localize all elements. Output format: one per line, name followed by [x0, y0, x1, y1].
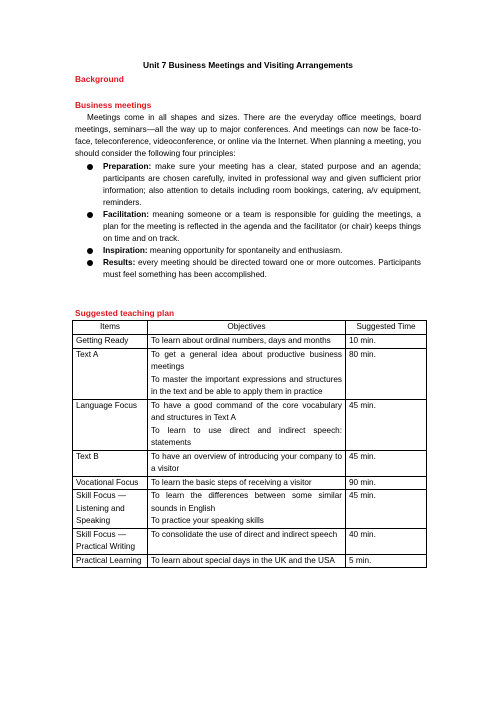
objective-line: To have a good command of the core vocabulary and structures in Text A [151, 400, 342, 422]
table-row [73, 528, 427, 554]
item-cell: Language Focus [73, 399, 148, 450]
objective-line: To learn to use direct and indirect speech: statements [151, 425, 342, 447]
time-cell: 5 min. [346, 554, 427, 568]
item-cell: Text B [73, 450, 148, 476]
time-cell: 40 min. [346, 528, 427, 554]
table-row [73, 476, 427, 490]
time-cell: 10 min. [346, 335, 427, 349]
table-row [73, 399, 427, 450]
teaching-plan-heading: Suggested teaching plan [75, 308, 175, 318]
item-cell: Vocational Focus [73, 476, 148, 490]
objectives-cell [148, 348, 346, 399]
item-cell: Skill Focus —Listening and Speaking [73, 490, 148, 529]
principle-term: Results: [103, 258, 136, 267]
time-cell: 80 min. [346, 348, 427, 399]
objectives-cell [148, 476, 346, 490]
time-cell: 45 min. [346, 490, 427, 529]
principles-list [75, 161, 421, 281]
objective-line: To practice your speaking skills [151, 516, 264, 525]
bullet-icon [87, 260, 93, 266]
objectives-cell [148, 450, 346, 476]
objectives-cell [148, 335, 346, 349]
item-cell: Practical Learning [73, 554, 148, 568]
principle-item [75, 257, 421, 281]
principle-item [75, 245, 421, 257]
time-cell: 45 min. [346, 399, 427, 450]
business-meetings-heading: Business meetings [75, 100, 152, 110]
objective-line: To learn about special days in the UK and the USA [151, 555, 335, 565]
principle-text: make sure your meeting has a clear, stated purpose and an agenda; participants are chosen carefully, invited in professional way and given sufficient prior information; also attention to details including room bookings, catering, a/v equipment, reminders. [103, 162, 421, 207]
table-row [73, 554, 427, 568]
objective-line: To learn about ordinal numbers, days and months [151, 336, 331, 345]
table-row [73, 335, 427, 349]
item-cell: Skill Focus —Practical Writing [73, 528, 148, 554]
background-heading: Background [75, 74, 124, 84]
column-header-items: Items [73, 321, 148, 335]
bullet-icon [87, 164, 93, 170]
bullet-icon [87, 212, 93, 218]
time-cell: 45 min. [346, 450, 427, 476]
objectives-cell [148, 554, 346, 568]
objective-line: To have an overview of introducing your company to a visitor [151, 451, 342, 473]
bullet-icon [87, 248, 93, 254]
principle-text: meaning opportunity for spontaneity and enthusiasm. [147, 246, 343, 255]
principle-item [75, 209, 421, 245]
objectives-cell [148, 490, 346, 529]
principle-text: every meeting should be directed toward one or more outcomes. Participants must feel something has been accomplished. [103, 258, 421, 279]
table-row [73, 450, 427, 476]
objectives-cell [148, 399, 346, 450]
objective-line: To learn the differences between some similar sounds in English [151, 491, 342, 513]
intro-paragraph: Meetings come in all shapes and sizes. There are the everyday office meetings, board meetings, seminars—all the way up to major conferences. And meetings can now be face-to-face, teleconference, videoconference, or online via the Internet. When planning a meeting, you should consider the following four principles: [75, 113, 421, 158]
page-title: Unit 7 Business Meetings and Visiting Arrangements [143, 60, 353, 70]
table-row [73, 490, 427, 529]
objectives-cell [148, 528, 346, 554]
objective-line: To consolidate the use of direct and indirect speech [151, 529, 338, 539]
principle-term: Facilitation: [103, 210, 149, 219]
objective-line: To get a general idea about productive business meetings [151, 349, 342, 371]
teaching-plan-table [72, 320, 427, 568]
objective-line: To learn the basic steps of receiving a visitor [151, 477, 312, 487]
principle-text: meaning someone or a team is responsible for guiding the meetings, a plan for the meeting is reflected in the agenda and the facilitator (or chair) keeps things on time and on track. [103, 210, 421, 243]
item-cell: Text A [73, 348, 148, 399]
principle-term: Preparation: [103, 162, 152, 171]
time-cell: 90 min. [346, 476, 427, 490]
item-cell: Getting Ready [73, 335, 148, 349]
column-header-time: Suggested Time [346, 321, 427, 335]
principle-item [75, 161, 421, 209]
principle-term: Inspiration: [103, 246, 148, 255]
table-row [73, 348, 427, 399]
objective-line: To master the important expressions and structures in the text and be able to apply them in practice [151, 374, 342, 396]
table-header-row [73, 321, 427, 335]
column-header-objectives: Objectives [148, 321, 346, 335]
